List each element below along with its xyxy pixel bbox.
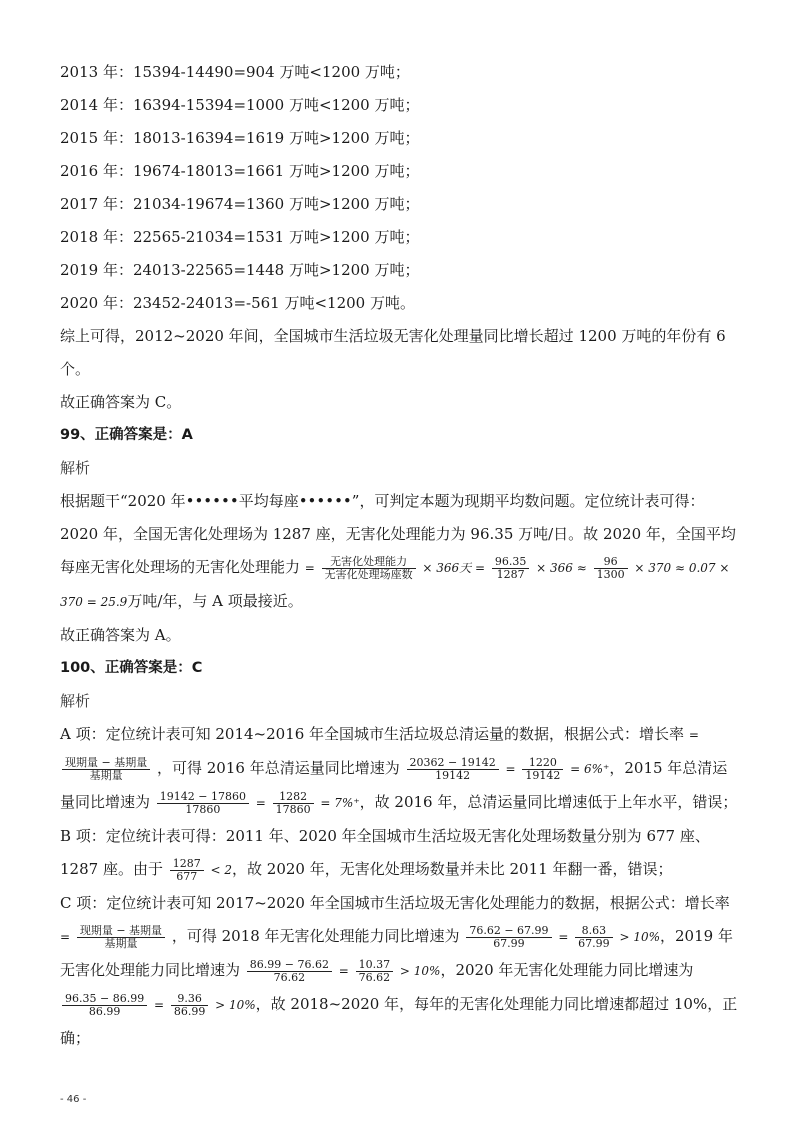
q100-option-c: C 项：定位统计表可知 2017~2020 年全国城市生活垃圾无害化处理能力的数据，根据公式：增长率 = $\frac{\text{现期量 − 基期量}}{\text{基期量}}$ ，可得 2018 年无害化处理能力同比增速为 $\frac{76.62 - 67.99}{67.99}$ = $\frac{8.63}{67.99}$ > 10%，2019 年无害化处理能力同比增速为 $\frac{86.99 - 76.62}{76.62}$ = $\frac{10.37}{76.62}$ > 10%，2020 年无害化处理能力同比增速为 $\frac{96.35 - 86.99}{86.99}$ = $\frac{9.36}{86.99}$ > 10%，故 2018~2020 年，每年的无害化处理能力同比增速都超过 10%，正确；	[60, 894, 738, 1047]
q99-analysis: 根据题干“2020 年••••••平均每座••••••”，可判定本题为现期平均数问题。定位统计表可得：2020 年，全国无害化处理场为 1287 座，无害化处理能力为 96.35 万吨/日。故 2020 年，全国平均每座无害化处理场的无害化处理能力 = $\frac{\text{无害化处理能力}}{\text{无害化处理场座数}}$ × 366天 = $\frac{96.35}{1287}$ × 366 ≈ $\frac{96}{1300}$ × 370 ≈ 0.07 × 370 = 25.9万吨/年，与 A 项最接近。	[60, 492, 736, 610]
q99-conclusion: 故正确答案为 A。	[60, 626, 181, 644]
q100-option-a: A 项：定位统计表可知 2014~2016 年全国城市生活垃圾总清运量的数据，根据公式：增长率 = $\frac{\text{现期量 − 基期量}}{\text{基期量}}$ ，可得 2016 年总清运量同比增速为 $\frac{20362 - 19142}{19142}$ = $\frac{1220}{19142}$ = 6%⁺，2015 年总清运量同比增速为 $\frac{19142 - 17860}{17860}$ = $\frac{1282}{17860}$ = 7%⁺，故 2016 年，总清运量同比增速低于上年水平，错误；	[60, 725, 738, 816]
answer-page	[60, 56, 740, 1055]
q99-text: 根据题干“2020 年••••••平均每座••••••”，可判定本题为现期平均数问题。定位统计表可得：2020 年，全国无害化处理场为 1287 座，无害化处理能力为 96.35 万吨/日。故 2020 年，全国平均每座无害化处理场的无害化处理能力	[60, 492, 736, 576]
page-number: - 46 -	[60, 1094, 87, 1105]
calc-line-2018: 2018 年：22565-21034=1531 万吨>1200 万吨；	[60, 228, 420, 246]
q99-fraction-capacity: $\frac{\text{无害化处理能力}}{\text{无害化处理场座数}}$	[322, 556, 416, 580]
q99-heading: 99、正确答案是：A	[60, 427, 193, 443]
calc-line-2019: 2019 年：24013-22565=1448 万吨>1200 万吨；	[60, 261, 420, 279]
q99-fraction-3: $\frac{96}{1300}$	[594, 556, 628, 580]
q98-summary: 综上可得，2012~2020 年间，全国城市生活垃圾无害化处理量同比增长超过 1200 万吨的年份有 6 个。	[60, 327, 726, 378]
q100-analysis-label: 解析	[60, 692, 91, 710]
calc-line-2017: 2017 年：21034-19674=1360 万吨>1200 万吨；	[60, 195, 420, 213]
q99-analysis-label: 解析	[60, 459, 91, 477]
calc-line-2015: 2015 年：18013-16394=1619 万吨>1200 万吨；	[60, 129, 420, 147]
calc-line-2014: 2014 年：16394-15394=1000 万吨<1200 万吨；	[60, 96, 420, 114]
calc-line-2016: 2016 年：19674-18013=1661 万吨>1200 万吨；	[60, 162, 420, 180]
calc-line-2013: 2013 年：15394-14490=904 万吨<1200 万吨；	[60, 63, 410, 81]
growth-formula: $\frac{\text{现期量 − 基期量}}{\text{基期量}}$	[62, 757, 150, 781]
q100-heading: 100、正确答案是：C	[60, 660, 203, 676]
q99-fraction-2: $\frac{96.35}{1287}$	[492, 556, 530, 580]
q98-conclusion: 故正确答案为 C。	[60, 393, 182, 411]
q100-option-b: B 项：定位统计表可得：2011 年、2020 年全国城市生活垃圾无害化处理场数量分别为 677 座、1287 座。由于 $\frac{1287}{677}$ < 2，故 2020 年，无害化处理场数量并未比 2011 年翻一番，错误；	[60, 827, 710, 883]
calc-line-2020: 2020 年：23452-24013=-561 万吨<1200 万吨。	[60, 294, 415, 312]
